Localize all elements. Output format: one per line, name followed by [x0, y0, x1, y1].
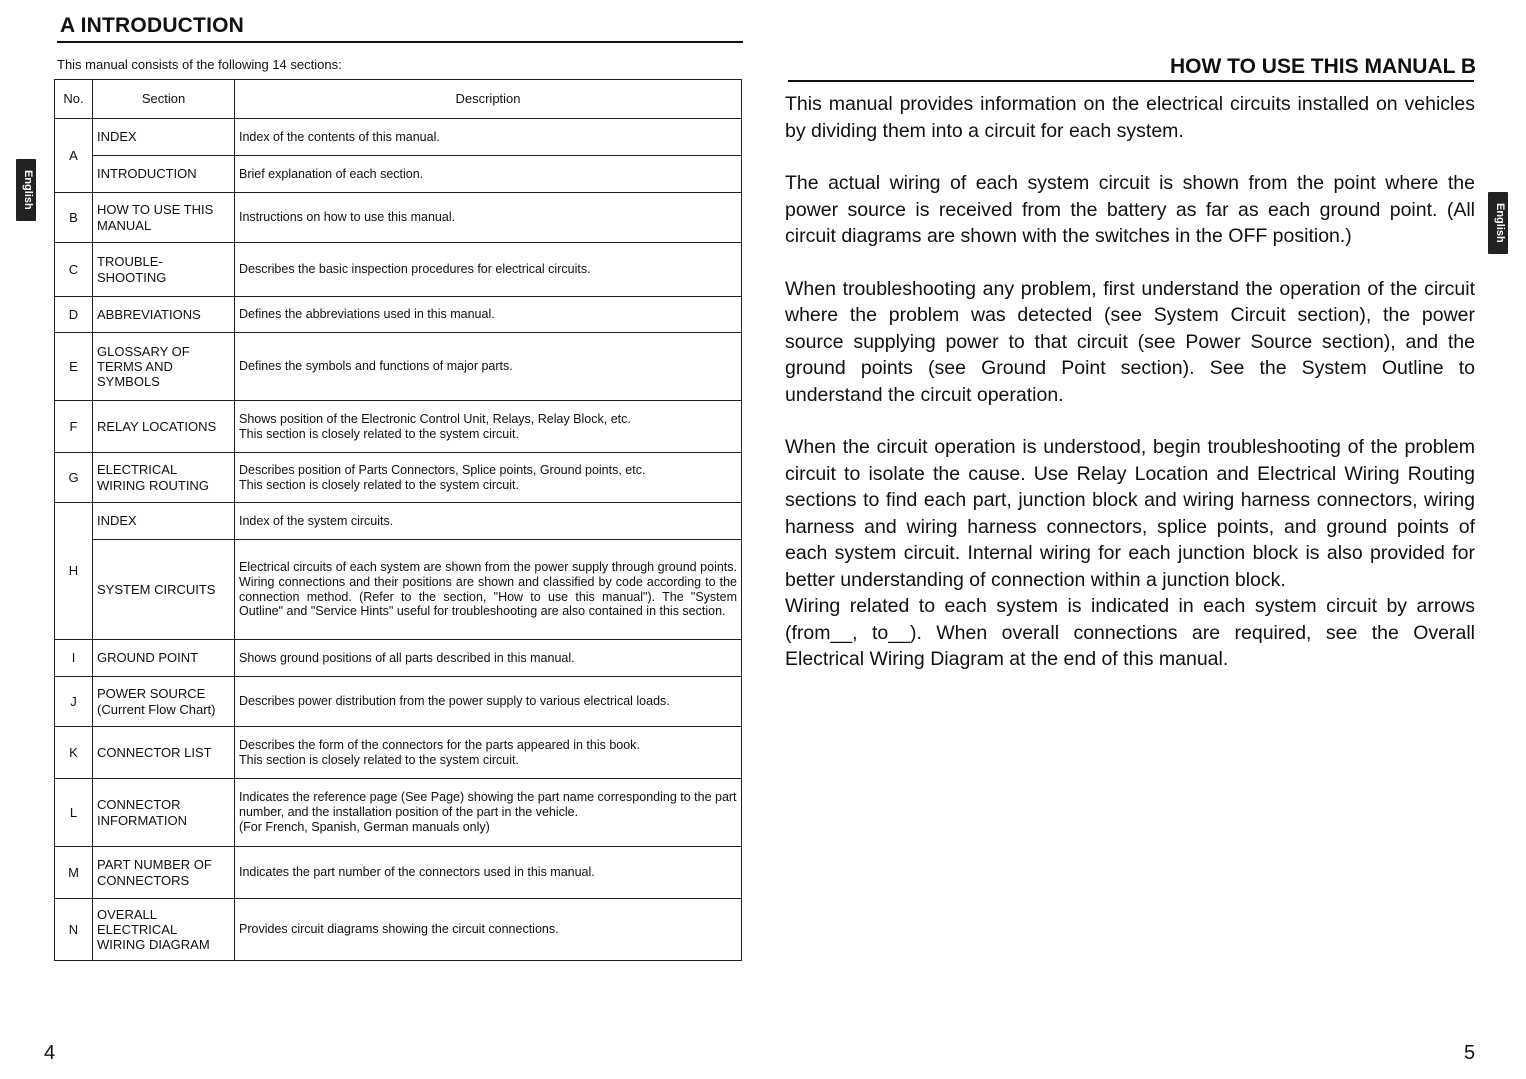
row-no: N — [55, 899, 93, 961]
english-side-tab-left: English — [16, 159, 36, 221]
row-section: INDEX — [93, 503, 235, 540]
row-no: K — [55, 727, 93, 779]
table-row — [55, 333, 742, 401]
row-section: INDEX — [93, 119, 235, 156]
row-description: Describes position of Parts Connectors, Splice points, Ground points, etc. This section is closely related to the system circuit. — [235, 453, 742, 503]
table-row — [55, 779, 742, 847]
sections-table — [54, 79, 742, 961]
english-side-tab-right: English — [1488, 192, 1508, 254]
row-no: A — [55, 119, 93, 193]
row-section: POWER SOURCE (Current Flow Chart) — [93, 677, 235, 727]
table-row — [55, 503, 742, 540]
table-row — [55, 453, 742, 503]
row-no: M — [55, 847, 93, 899]
table-row — [55, 119, 742, 156]
row-description: Shows position of the Electronic Control Unit, Relays, Relay Block, etc. This section is closely related to the system circuit. — [235, 401, 742, 453]
row-no: I — [55, 640, 93, 677]
table-row — [55, 899, 742, 961]
table-row — [55, 243, 742, 297]
right-page-body — [785, 91, 1475, 699]
right-page-title: HOW TO USE THIS MANUAL B — [1170, 55, 1477, 78]
row-description: Defines the symbols and functions of major parts. — [235, 333, 742, 401]
row-section: GLOSSARY OF TERMS AND SYMBOLS — [93, 333, 235, 401]
row-section: SYSTEM CIRCUITS — [93, 540, 235, 640]
row-no: D — [55, 297, 93, 333]
row-section: CONNECTOR LIST — [93, 727, 235, 779]
row-no: E — [55, 333, 93, 401]
row-description: Shows ground positions of all parts described in this manual. — [235, 640, 742, 677]
row-no: G — [55, 453, 93, 503]
row-section: ELECTRICAL WIRING ROUTING — [93, 453, 235, 503]
row-section: RELAY LOCATIONS — [93, 401, 235, 453]
table-row — [55, 401, 742, 453]
table-row — [55, 727, 742, 779]
table-row — [55, 640, 742, 677]
header-section: Section — [93, 80, 235, 119]
row-no: J — [55, 677, 93, 727]
row-section: GROUND POINT — [93, 640, 235, 677]
row-section: TROUBLE- SHOOTING — [93, 243, 235, 297]
body-paragraph: When troubleshooting any problem, first understand the operation of the circuit where the problem was detected (see System Circuit section), the power source supplying power to that circuit (see Power Source section), and the ground points (see Ground Point section). See the System Outline to understand the circuit operation. — [785, 277, 1475, 406]
right-title-rule — [788, 80, 1474, 82]
table-row — [55, 193, 742, 243]
row-section: ABBREVIATIONS — [93, 297, 235, 333]
row-description: Index of the contents of this manual. — [235, 119, 742, 156]
page-number-right: 5 — [1464, 1042, 1476, 1064]
table-row — [55, 540, 742, 640]
left-page-title: A INTRODUCTION — [60, 14, 245, 37]
table-header-row — [55, 80, 742, 119]
row-description: Index of the system circuits. — [235, 503, 742, 540]
row-description: Indicates the reference page (See Page) showing the part name corresponding to the part number, and the installation position of the part in the vehicle. (For French, Spanish, German manuals only) — [235, 779, 742, 847]
intro-text: This manual consists of the following 14 sections: — [57, 57, 342, 72]
header-no: No. — [55, 80, 93, 119]
table-row — [55, 297, 742, 333]
body-paragraph: This manual provides information on the electrical circuits installed on vehicles by dividing them into a circuit for each system. — [785, 93, 1475, 142]
header-description: Description — [235, 80, 742, 119]
left-title-rule — [57, 41, 743, 43]
row-description: Electrical circuits of each system are shown from the power supply through ground points. Wiring connections and their positions are shown and classified by code according to the connection method. (Refer to the section, "How to use this manual"). The "System Outline" and "Service Hints" useful for troubleshooting are also contained in this section. — [235, 540, 742, 640]
row-description: Describes the form of the connectors for the parts appeared in this book. This section is closely related to the system circuit. — [235, 727, 742, 779]
table-row — [55, 677, 742, 727]
table-row — [55, 156, 742, 193]
row-no: F — [55, 401, 93, 453]
row-section: PART NUMBER OF CONNECTORS — [93, 847, 235, 899]
row-no: B — [55, 193, 93, 243]
row-section: CONNECTOR INFORMATION — [93, 779, 235, 847]
row-section: INTRODUCTION — [93, 156, 235, 193]
row-no: L — [55, 779, 93, 847]
row-description: Describes power distribution from the power supply to various electrical loads. — [235, 677, 742, 727]
body-paragraph: When the circuit operation is understood, begin troubleshooting of the problem circuit to isolate the cause. Use Relay Location and Electrical Wiring Routing sections to find each part, junction block and wiring harness connectors, wiring harness and wiring harness connectors, splice points, and ground points of each system circuit. Internal wiring for each junction block is also provided for better understanding of connection within a junction block. — [785, 436, 1475, 591]
row-section: HOW TO USE THIS MANUAL — [93, 193, 235, 243]
row-description: Describes the basic inspection procedures for electrical circuits. — [235, 243, 742, 297]
body-paragraph: Wiring related to each system is indicated in each system circuit by arrows (from__, to__). When overall connections are required, see the Overall Electrical Wiring Diagram at the end of this manual. — [785, 595, 1475, 670]
body-paragraph: The actual wiring of each system circuit is shown from the point where the power source is received from the battery as far as each ground point. (All circuit diagrams are shown with the switches in the OFF position.) — [785, 172, 1475, 247]
row-description: Defines the abbreviations used in this manual. — [235, 297, 742, 333]
row-description: Provides circuit diagrams showing the circuit connections. — [235, 899, 742, 961]
row-no: C — [55, 243, 93, 297]
row-description: Instructions on how to use this manual. — [235, 193, 742, 243]
row-description: Indicates the part number of the connectors used in this manual. — [235, 847, 742, 899]
row-description: Brief explanation of each section. — [235, 156, 742, 193]
row-section: OVERALL ELECTRICAL WIRING DIAGRAM — [93, 899, 235, 961]
page-number-left: 4 — [44, 1042, 56, 1064]
row-no: H — [55, 503, 93, 640]
table-row — [55, 847, 742, 899]
